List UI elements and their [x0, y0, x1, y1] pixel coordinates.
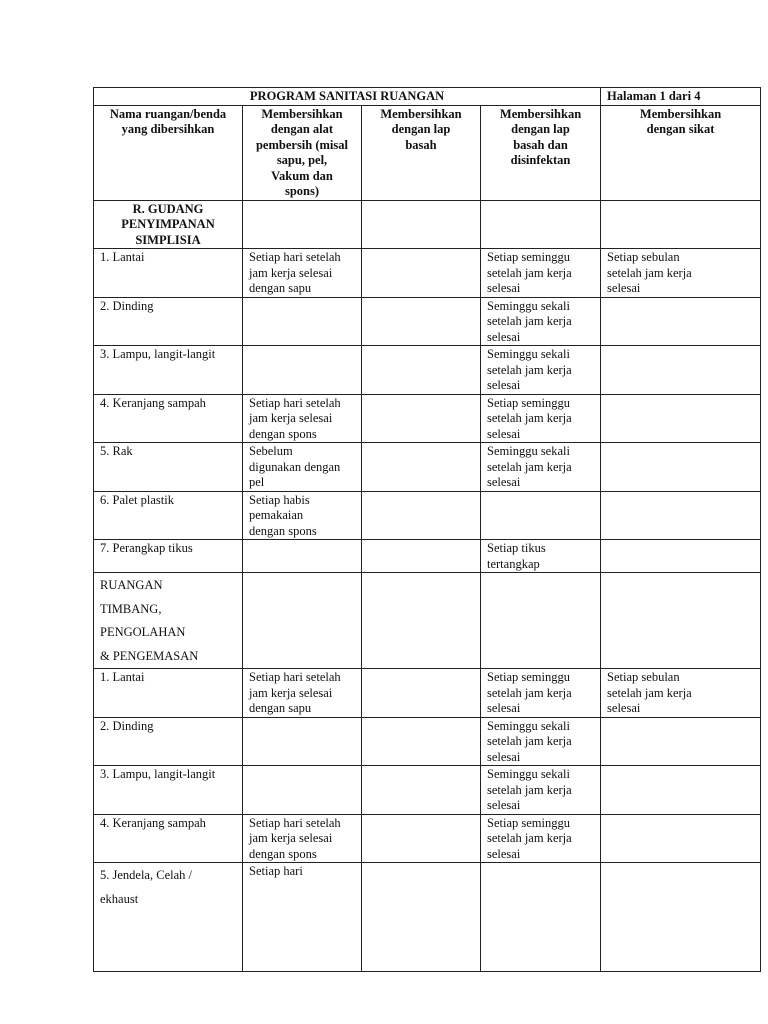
disinfectant-cell: Setiap seminggu setelah jam kerja selesai — [481, 249, 601, 298]
brush-cell — [601, 443, 761, 492]
table-row — [94, 717, 761, 766]
table-row — [94, 394, 761, 443]
disinfectant-cell: Setiap seminggu setelah jam kerja selesai — [481, 394, 601, 443]
brush-cell — [601, 863, 761, 972]
column-header-cleaning-tool: Membersihkan dengan alat pembersih (misal sapu, pel, Vakum dan spons) — [243, 105, 362, 200]
wet-cloth-cell — [362, 394, 481, 443]
room-item: 1. Lantai — [94, 249, 243, 298]
table-row — [94, 814, 761, 863]
table-row — [94, 540, 761, 573]
brush-cell — [601, 814, 761, 863]
brush-cell: Setiap sebulan setelah jam kerja selesai — [601, 669, 761, 718]
brush-cell — [601, 717, 761, 766]
wet-cloth-cell — [362, 346, 481, 395]
cleaning-tool-cell — [243, 346, 362, 395]
document-title: PROGRAM SANITASI RUANGAN — [94, 88, 601, 106]
column-header-wet-cloth-disinfectant: Membersihkan dengan lap basah dan disinfektan — [481, 105, 601, 200]
section-row — [94, 200, 761, 249]
cleaning-tool-cell: Setiap habis pemakaian dengan spons — [243, 491, 362, 540]
wet-cloth-cell — [362, 766, 481, 815]
section-name: R. GUDANG PENYIMPANAN SIMPLISIA — [94, 200, 243, 249]
table-row — [94, 766, 761, 815]
brush-cell — [601, 297, 761, 346]
cleaning-tool-cell: Setiap hari setelah jam kerja selesai dengan sapu — [243, 669, 362, 718]
wet-cloth-cell — [362, 863, 481, 972]
table-row — [94, 297, 761, 346]
room-item: 5. Jendela, Celah / ekhaust — [94, 863, 243, 972]
room-item: 2. Dinding — [94, 717, 243, 766]
cleaning-tool-cell — [243, 297, 362, 346]
room-item: 4. Keranjang sampah — [94, 814, 243, 863]
title-row — [94, 88, 761, 106]
wet-cloth-cell — [362, 249, 481, 298]
sanitation-program-table — [93, 87, 761, 972]
wet-cloth-cell — [362, 814, 481, 863]
disinfectant-cell — [481, 491, 601, 540]
disinfectant-cell: Setiap seminggu setelah jam kerja selesai — [481, 669, 601, 718]
brush-cell — [601, 491, 761, 540]
cleaning-tool-cell: Setiap hari setelah jam kerja selesai dengan sapu — [243, 249, 362, 298]
table-row — [94, 491, 761, 540]
cleaning-tool-cell — [243, 540, 362, 573]
column-header-wet-cloth: Membersihkan dengan lap basah — [362, 105, 481, 200]
disinfectant-cell: Setiap seminggu setelah jam kerja selesai — [481, 814, 601, 863]
disinfectant-cell: Seminggu sekali setelah jam kerja selesai — [481, 346, 601, 395]
wet-cloth-cell — [362, 669, 481, 718]
disinfectant-cell — [481, 863, 601, 972]
disinfectant-cell: Seminggu sekali setelah jam kerja selesai — [481, 766, 601, 815]
table-row — [94, 249, 761, 298]
table-row — [94, 863, 761, 972]
brush-cell — [601, 394, 761, 443]
section-name: RUANGAN TIMBANG, PENGOLAHAN & PENGEMASAN — [94, 573, 243, 669]
wet-cloth-cell — [362, 443, 481, 492]
room-item: 4. Keranjang sampah — [94, 394, 243, 443]
cleaning-tool-cell: Setiap hari setelah jam kerja selesai dengan spons — [243, 814, 362, 863]
header-row — [94, 105, 761, 200]
room-item: 7. Perangkap tikus — [94, 540, 243, 573]
wet-cloth-cell — [362, 540, 481, 573]
column-header-brush: Membersihkan dengan sikat — [601, 105, 761, 200]
wet-cloth-cell — [362, 491, 481, 540]
room-item: 3. Lampu, langit-langit — [94, 766, 243, 815]
room-item: 5. Rak — [94, 443, 243, 492]
disinfectant-cell: Seminggu sekali setelah jam kerja selesai — [481, 443, 601, 492]
brush-cell — [601, 346, 761, 395]
table-row — [94, 443, 761, 492]
table-row — [94, 669, 761, 718]
room-item: 3. Lampu, langit-langit — [94, 346, 243, 395]
cleaning-tool-cell: Sebelum digunakan dengan pel — [243, 443, 362, 492]
cleaning-tool-cell — [243, 717, 362, 766]
disinfectant-cell: Seminggu sekali setelah jam kerja selesai — [481, 297, 601, 346]
page-indicator: Halaman 1 dari 4 — [601, 88, 761, 106]
brush-cell — [601, 540, 761, 573]
brush-cell: Setiap sebulan setelah jam kerja selesai — [601, 249, 761, 298]
cleaning-tool-cell: Setiap hari setelah jam kerja selesai dengan spons — [243, 394, 362, 443]
disinfectant-cell: Setiap tikus tertangkap — [481, 540, 601, 573]
wet-cloth-cell — [362, 717, 481, 766]
column-header-room: Nama ruangan/benda yang dibersihkan — [94, 105, 243, 200]
cleaning-tool-cell: Setiap hari — [243, 863, 362, 972]
section-row — [94, 573, 761, 669]
cleaning-tool-cell — [243, 766, 362, 815]
wet-cloth-cell — [362, 297, 481, 346]
disinfectant-cell: Seminggu sekali setelah jam kerja selesai — [481, 717, 601, 766]
room-item: 2. Dinding — [94, 297, 243, 346]
brush-cell — [601, 766, 761, 815]
room-item: 1. Lantai — [94, 669, 243, 718]
room-item: 6. Palet plastik — [94, 491, 243, 540]
table-row — [94, 346, 761, 395]
